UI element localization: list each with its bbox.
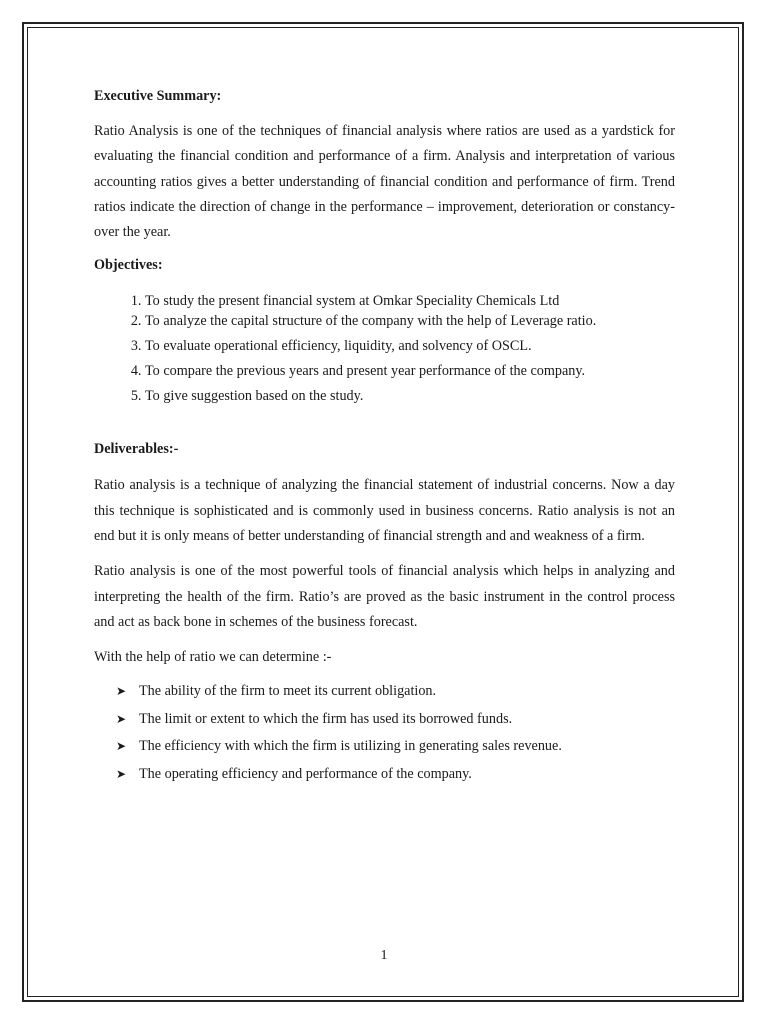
deliverables-paragraph-1: Ratio analysis is a technique of analyzing the financial statement of industrial concerns. Now a day this technique is sophisticated and is commonly used in business concerns. Ratio analysis is not an end but it is only means of better understanding of financial strength and and weakness of a firm. [94, 477, 675, 545]
objective-item: 2. To analyze the capital structure of the company with the help of Leverage ratio. [145, 309, 675, 334]
objective-item: 4. To compare the previous years and present year performance of the company. [145, 359, 675, 384]
determine-bullet-list [94, 678, 675, 788]
page-number: 1 [380, 948, 388, 963]
bullet-item [94, 761, 675, 789]
bullet-item [94, 733, 675, 761]
arrow-bullet-icon: ➤ [116, 684, 127, 699]
bullet-item [94, 678, 675, 706]
objectives-list [94, 293, 675, 409]
determine-intro: With the help of ratio we can determine :- [94, 649, 332, 666]
executive-summary-paragraph: Ratio Analysis is one of the techniques of financial analysis where ratios are used as a yardstick for evaluating the financial condition and performance of a firm. Analysis and interpretation of various accounting ratios gives a better understanding of financial condition and performance of firm. Trend ratios indicate the direction of change in the performance – improvement, deterioration or constancy- over the year. [94, 123, 675, 241]
arrow-bullet-icon: ➤ [116, 766, 127, 781]
executive-summary-heading: Executive Summary: [94, 88, 222, 104]
objective-item: 1. To study the present financial system at Omkar Speciality Chemicals Ltd [145, 293, 675, 309]
arrow-bullet-icon: ➤ [116, 711, 127, 726]
deliverables-paragraph-2: Ratio analysis is one of the most powerful tools of financial analysis which helps in analyzing and interpreting the health of the firm. Ratio’s are proved as the basic instrument in the control process and act as back bone in schemes of the business forecast. [94, 563, 675, 630]
objective-item: 5. To give suggestion based on the study. [145, 384, 675, 409]
objectives-heading: Objectives: [94, 257, 163, 274]
document-page [94, 86, 675, 788]
bullet-item [94, 706, 675, 734]
deliverables-heading: Deliverables:- [94, 441, 179, 458]
arrow-bullet-icon: ➤ [116, 739, 127, 754]
objective-item: 3. To evaluate operational efficiency, liquidity, and solvency of OSCL. [145, 334, 675, 359]
bullet-text: The operating efficiency and performance of the company. [139, 765, 472, 782]
bullet-text: The efficiency with which the firm is utilizing in generating sales revenue. [139, 738, 562, 755]
bullet-text: The limit or extent to which the firm has used its borrowed funds. [139, 710, 513, 727]
bullet-text: The ability of the firm to meet its current obligation. [139, 683, 437, 700]
